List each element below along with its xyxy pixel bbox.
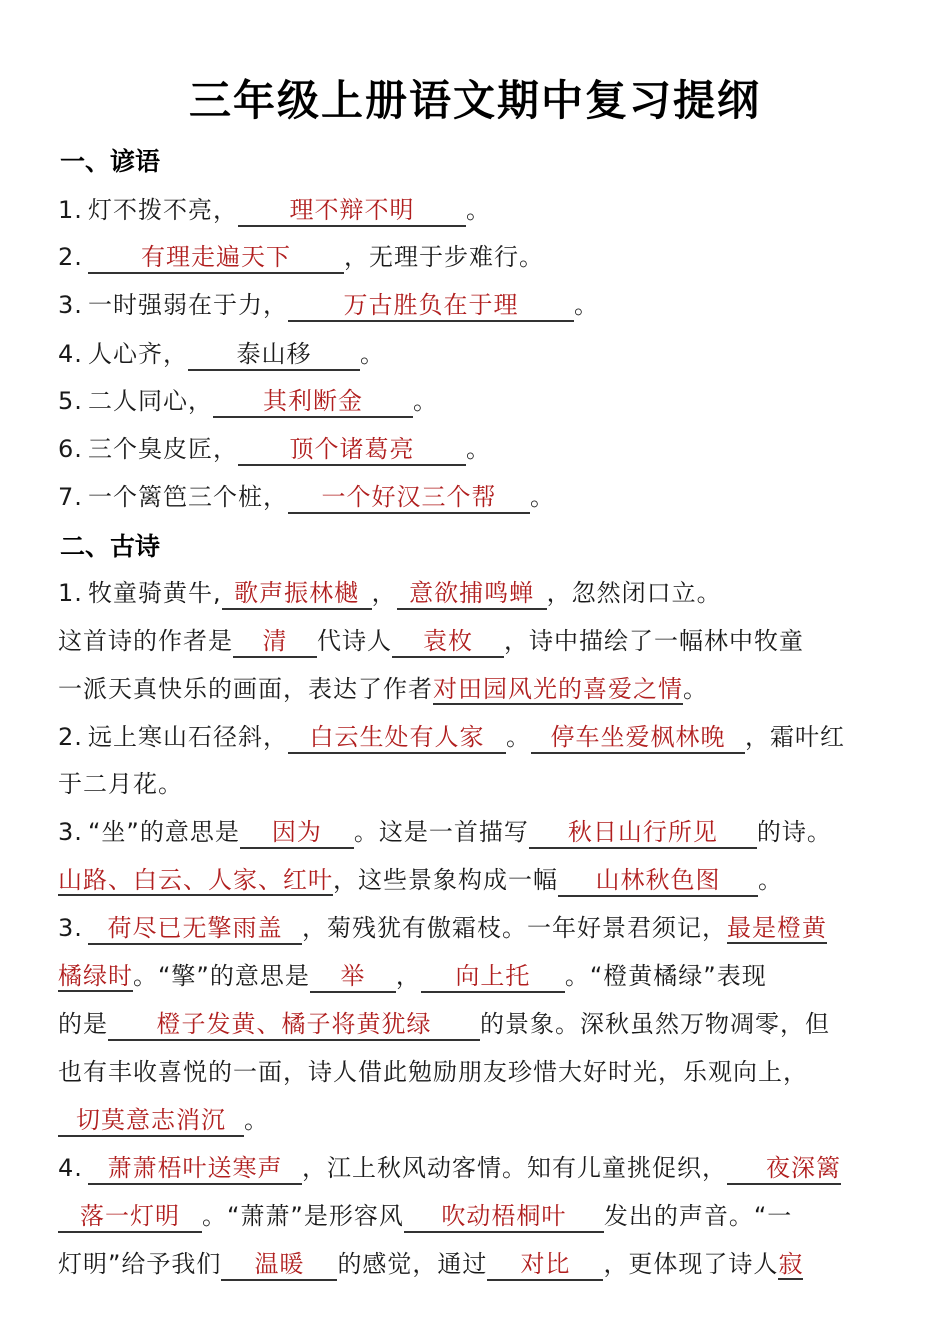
section-heading-proverbs: 一、谚语 — [60, 147, 161, 176]
answer-blank: 寂 — [778, 1250, 804, 1278]
proverb-item: 4. 人心齐， 泰山移 。 — [58, 337, 910, 371]
answer-blank: 山林秋色图 — [558, 865, 758, 897]
answer-blank: 吹动梧桐叶 — [404, 1201, 604, 1233]
poem-line: 这首诗的作者是 清 代诗人 袁枚 ，诗中描绘了一幅林中牧童 — [58, 624, 910, 658]
poem-line: 切莫意志消沉 。 — [58, 1103, 910, 1137]
poem-line: 于二月花。 — [58, 770, 183, 798]
answer-blank: 其利断金 — [213, 386, 413, 418]
poem-line: 2. 远上寒山石径斜， 白云生处有人家 。 停车坐爱枫林晚 ，霜叶红 — [58, 720, 910, 754]
poem-line: 1. 牧童骑黄牛, 歌声振林樾 ， 意欲捕鸣蝉 ，忽然闭口立。 — [58, 576, 910, 610]
answer-blank: 最是橙黄 — [727, 914, 827, 942]
poem-line: 3. 荷尽已无擎雨盖 ，菊残犹有傲霜枝。一年好景君须记，最是橙黄 — [58, 911, 910, 945]
proverb-item: 7. 一个篱笆三个桩， 一个好汉三个帮 。 — [58, 480, 910, 514]
proverb-item: 1. 灯不拨不亮， 理不辩不明 。 — [58, 193, 910, 227]
poem-line: 4. 萧萧梧叶送寒声 ，江上秋风动客情。知有儿童挑促织， 夜深篱 — [58, 1151, 910, 1185]
answer-blank: 向上托 — [421, 961, 565, 993]
answer-blank: 切莫意志消沉 — [58, 1105, 244, 1137]
answer-blank: 山路、白云、人家、红叶 — [58, 866, 333, 894]
answer-blank: 秋日山行所见 — [529, 817, 757, 849]
answer-blank: 因为 — [240, 817, 354, 849]
poem-line: 落一灯明 。“萧萧”是形容风 吹动梧桐叶 发出的声音。“一 — [58, 1199, 910, 1233]
answer-blank: 荷尽已无擎雨盖 — [88, 913, 302, 945]
answer-blank: 橙子发黄、橘子将黄犹绿 — [108, 1009, 480, 1041]
answer-blank: 袁枚 — [392, 626, 504, 658]
proverb-item: 6. 三个臭皮匠， 顶个诸葛亮 。 — [58, 432, 910, 466]
answer-blank: 停车坐爱枫林晚 — [531, 722, 745, 754]
poem-line: 山路、白云、人家、红叶，这些景象构成一幅 山林秋色图 。 — [58, 863, 910, 897]
proverb-item: 3. 一时强弱在于力， 万古胜负在于理 。 — [58, 288, 910, 322]
answer-blank: 理不辩不明 — [238, 195, 466, 227]
poem-line: 的是 橙子发黄、橘子将黄犹绿 的景象。深秋虽然万物凋零，但 — [58, 1007, 910, 1041]
answer-blank: 万古胜负在于理 — [288, 290, 574, 322]
answer-blank: 萧萧梧叶送寒声 — [88, 1153, 302, 1185]
answer-blank: 落一灯明 — [58, 1201, 202, 1233]
answer-blank: 举 — [310, 961, 396, 993]
poem-line: 一派天真快乐的画面，表达了作者对田园风光的喜爱之情。 — [58, 675, 708, 703]
answer-blank: 夜深篱 — [727, 1153, 841, 1185]
page-title: 三年级上册语文期中复习提纲 — [188, 76, 761, 125]
proverb-item: 5. 二人同心， 其利断金 。 — [58, 384, 910, 418]
answer-blank: 一个好汉三个帮 — [288, 482, 530, 514]
answer-blank: 顶个诸葛亮 — [238, 434, 466, 466]
proverb-item: 2. 有理走遍天下 ，无理于步难行。 — [58, 240, 910, 274]
answer-blank: 温暖 — [221, 1249, 337, 1281]
poem-line: 橘绿时。“擎”的意思是 举 ， 向上托 。“橙黄橘绿”表现 — [58, 959, 910, 993]
answer-blank: 橘绿时 — [58, 962, 133, 990]
poem-line: 也有丰收喜悦的一面，诗人借此勉励朋友珍惜大好时光，乐观向上， — [58, 1058, 808, 1086]
answer-blank: 泰山移 — [188, 339, 360, 371]
poem-line: 灯明”给予我们 温暖 的感觉，通过 对比 ，更体现了诗人寂 — [58, 1247, 910, 1281]
answer-blank: 白云生处有人家 — [288, 722, 506, 754]
section-heading-poems: 二、古诗 — [60, 532, 161, 561]
answer-blank: 歌声振林樾 — [222, 578, 372, 610]
answer-blank: 意欲捕鸣蝉 — [397, 578, 547, 610]
poem-line: 3. “坐”的意思是 因为 。这是一首描写 秋日山行所见 的诗。 — [58, 815, 910, 849]
answer-blank: 对田园风光的喜爱之情 — [433, 675, 683, 703]
answer-blank: 对比 — [487, 1249, 603, 1281]
answer-blank: 有理走遍天下 — [88, 242, 344, 274]
answer-blank: 清 — [233, 626, 317, 658]
